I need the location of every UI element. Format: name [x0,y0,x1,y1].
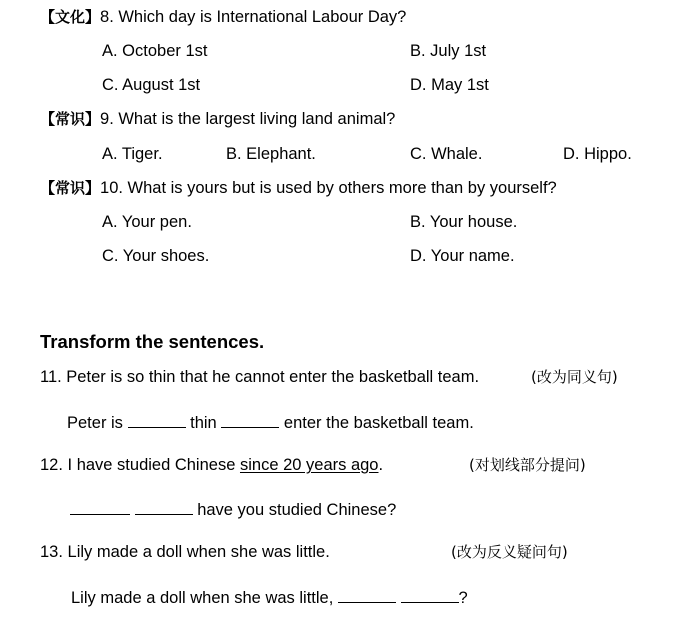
question-8 [40,7,406,27]
answer-blank[interactable] [338,587,396,603]
transform-12-answer [70,499,396,520]
sentence-suffix: . [378,456,384,474]
answer-text: enter the basketball team. [283,414,474,432]
underlined-phrase: since 20 years ago [239,456,379,474]
option-c: C. August 1st [102,76,201,94]
transform-13-answer [71,587,468,608]
option-d: D. Hippo. [563,145,632,163]
section-heading: Transform the sentences. [40,331,265,352]
option-c: C. Your shoes. [102,247,210,265]
transform-11-instruction: (改为同义句) [531,368,618,386]
question-stem: 9. What is the largest living land animal? [100,110,396,128]
answer-text: thin [190,414,217,432]
transform-12-sentence [40,455,383,475]
answer-blank[interactable] [128,412,186,428]
option-b: B. Your house. [410,213,518,231]
question-tag: 【文化】 [40,8,101,26]
option-d: D. May 1st [410,76,489,94]
answer-blank[interactable] [135,499,193,515]
question-tag: 【常识】 [40,179,101,197]
answer-blank[interactable] [221,412,279,428]
answer-text: Lily made a doll when she was little, [71,589,334,607]
answer-blank[interactable] [70,499,130,515]
option-a: A. Your pen. [102,213,192,231]
answer-text: ? [458,589,468,607]
option-b: B. Elephant. [226,145,316,163]
question-stem: 10. What is yours but is used by others more than by yourself? [100,179,557,197]
question-stem: 8. Which day is International Labour Day? [100,8,407,26]
transform-13-sentence: 13. Lily made a doll when she was little. [40,543,330,561]
option-a: A. October 1st [102,42,208,60]
question-9 [40,109,395,129]
question-tag: 【常识】 [40,110,101,128]
answer-text: have you studied Chinese? [197,501,397,519]
answer-blank[interactable] [401,587,459,603]
transform-11-sentence: 11. Peter is so thin that he cannot enter the basketball team. [40,368,480,386]
transform-13-instruction: (改为反义疑问句) [451,543,568,561]
option-c: C. Whale. [410,145,483,163]
option-a: A. Tiger. [102,145,163,163]
transform-11-answer [67,412,474,433]
option-b: B. July 1st [410,42,487,60]
question-10 [40,178,557,198]
sentence-prefix: 12. I have studied Chinese [40,456,236,474]
option-d: D. Your name. [410,247,515,265]
answer-text: Peter is [67,414,123,432]
transform-12-instruction: (对划线部分提问) [469,456,586,474]
